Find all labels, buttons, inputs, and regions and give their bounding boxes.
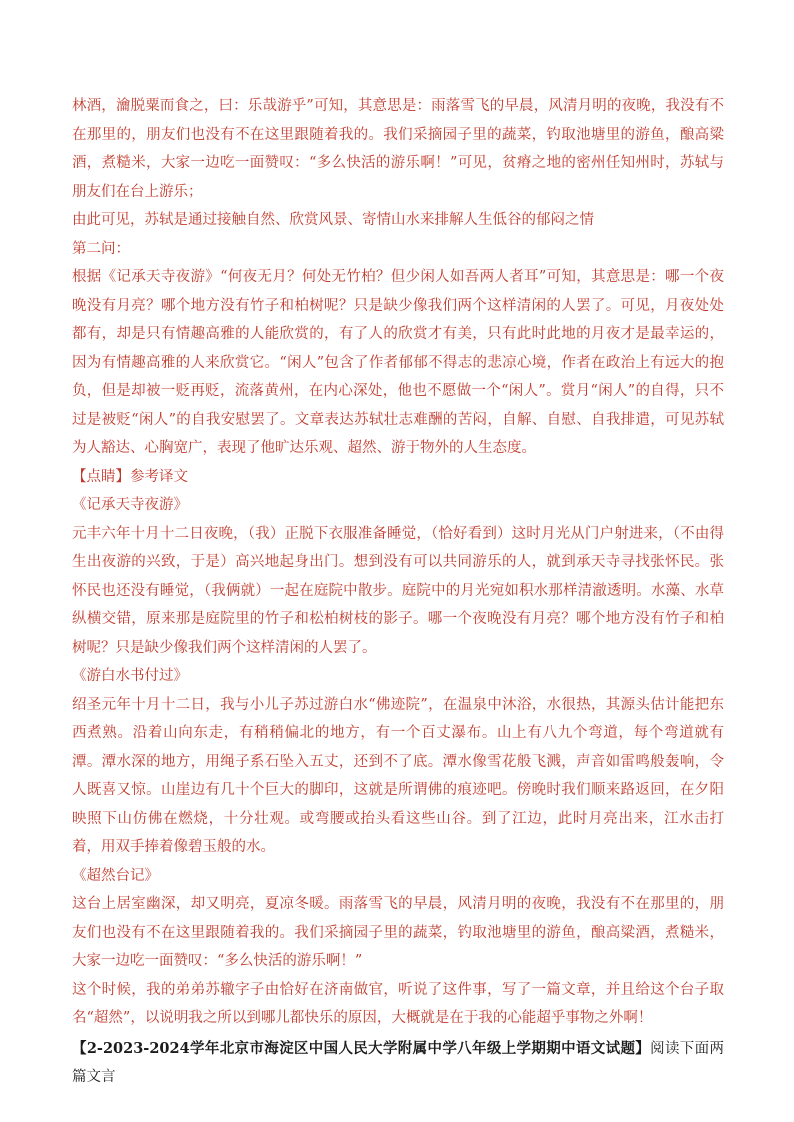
question-prompt: 阅读下面两篇文言 <box>72 1040 724 1085</box>
conclusion-paragraph: 由此可见，苏轼是通过接触自然、欣赏风景、寄情山水来排解人生低谷的郁闷之情 <box>72 212 594 228</box>
key-point-heading: 【点睛】参考译文 <box>72 468 188 485</box>
translation-paragraph-2: 绍圣元年十月十二日，我与小儿子苏过游白水“佛迹院”，在温泉中沐浴，水很热，其源头估计能把东西煮熟。沿着山向东走，有稍稍偏北的地方，有一个百丈瀑布。山上有八九个弯道，每个弯道就有潭。潭水深的地方，用绳子系石坠入五丈，还到不了底。潭水像雪花般飞溅，声音如雷鸣般轰响，令人既喜又惊。山崖边有几十个巨大的脚印，这就是所谓佛的痕迹吧。傍晚时我们顺来路返回，在夕阳映照下山仿佛在燃烧，十分壮观。或弯腰或抬头看这些山谷。到了江边，此时月亮出来，江水击打着，用双手捧着像碧玉般的水。 <box>72 696 724 855</box>
translation-paragraph-3: 这台上居室幽深，却又明亮，夏凉冬暖。雨落雪飞的早晨，风清月明的夜晚，我没有不在那里的，朋友们也没有不在这里跟随着我的。我们采摘园子里的蔬菜，钓取池塘里的游鱼，酿高粱酒，煮糙米，大家一边吃一面赞叹：“多么快活的游乐啊！” <box>72 896 724 969</box>
translation-paragraph-1: 元丰六年十月十二日夜晚，（我）正脱下衣服准备睡觉，（恰好看到）这时月光从门户射进来，（不由得生出夜游的兴致，于是）高兴地起身出门。想到没有可以共同游乐的人，就到承天寺寻找张怀民。张怀民也还没有睡觉，（我俩就）一起在庭院中散步。庭院中的月光宛如积水那样清澈透明。水藻、水草纵横交错，原来那是庭院里的竹子和松柏树枝的影子。哪一个夜晚没有月亮？哪个地方没有竹子和柏树呢？只是缺少像我们两个这样清闲的人罢了。 <box>72 525 724 656</box>
document-page <box>72 92 724 1092</box>
translation-title-2: 《游白水书付过》 <box>72 668 188 684</box>
translation-title-1: 《记承天寺夜游》 <box>72 497 188 513</box>
translation-paragraph-4: 这个时候，我的弟弟苏辙字子由恰好在济南做官，听说了这件事，写了一篇文章，并且给这个台子取名“超然”，以说明我之所以到哪儿都快乐的原因，大概就是在于我的心能超乎事物之外啊！ <box>72 981 724 1026</box>
answer-paragraph-1: 林酒，瀹脱粟而食之，曰：乐哉游乎”可知，其意思是：雨落雪飞的早晨，风清月明的夜晚，我没有不在那里的，朋友们也没有不在这里跟随着我的。我们采摘园子里的蔬菜，钓取池塘里的游鱼，酿高粱酒，煮糙米，大家一边吃一面赞叹：“多么快活的游乐啊！”可见，贫瘠之地的密州任知州时，苏轼与朋友们在台上游乐； <box>72 98 724 200</box>
next-question-line <box>72 1035 724 1092</box>
second-question-label: 第二问： <box>72 240 130 257</box>
translation-title-3: 《超然台记》 <box>72 867 159 884</box>
answer-paragraph-2: 根据《记承天寺夜游》“何夜无月？何处无竹柏？但少闲人如吾两人者耳”可知，其意思是：哪一个夜晚没有月亮？哪个地方没有竹子和柏树呢？只是缺少像我们两个这样清闲的人罢了。可见，月夜处处都有，却是只有情趣高雅的人能欣赏的，有了人的欣赏才有美，只有此时此地的月夜才是最幸运的，因为有情趣高雅的人来欣赏它。“闲人”包含了作者郁郁不得志的悲凉心境，作者在政治上有远大的抱负，但是却被一贬再贬，流落黄州，在内心深处，他也不愿做一个“闲人”。赏月“闲人”的自得，只不过是被贬“闲人”的自我安慰罢了。文章表达苏轼壮志难酬的苦闷，自解、自慰、自我排遣，可见苏轼为人豁达、心胸宽广，表现了他旷达乐观、超然、游于物外的人生态度。 <box>72 269 724 456</box>
question-source: 【2-2023-2024学年北京市海淀区中国人民大学附属中学八年级上学期期中语文试题】 <box>72 1039 651 1057</box>
